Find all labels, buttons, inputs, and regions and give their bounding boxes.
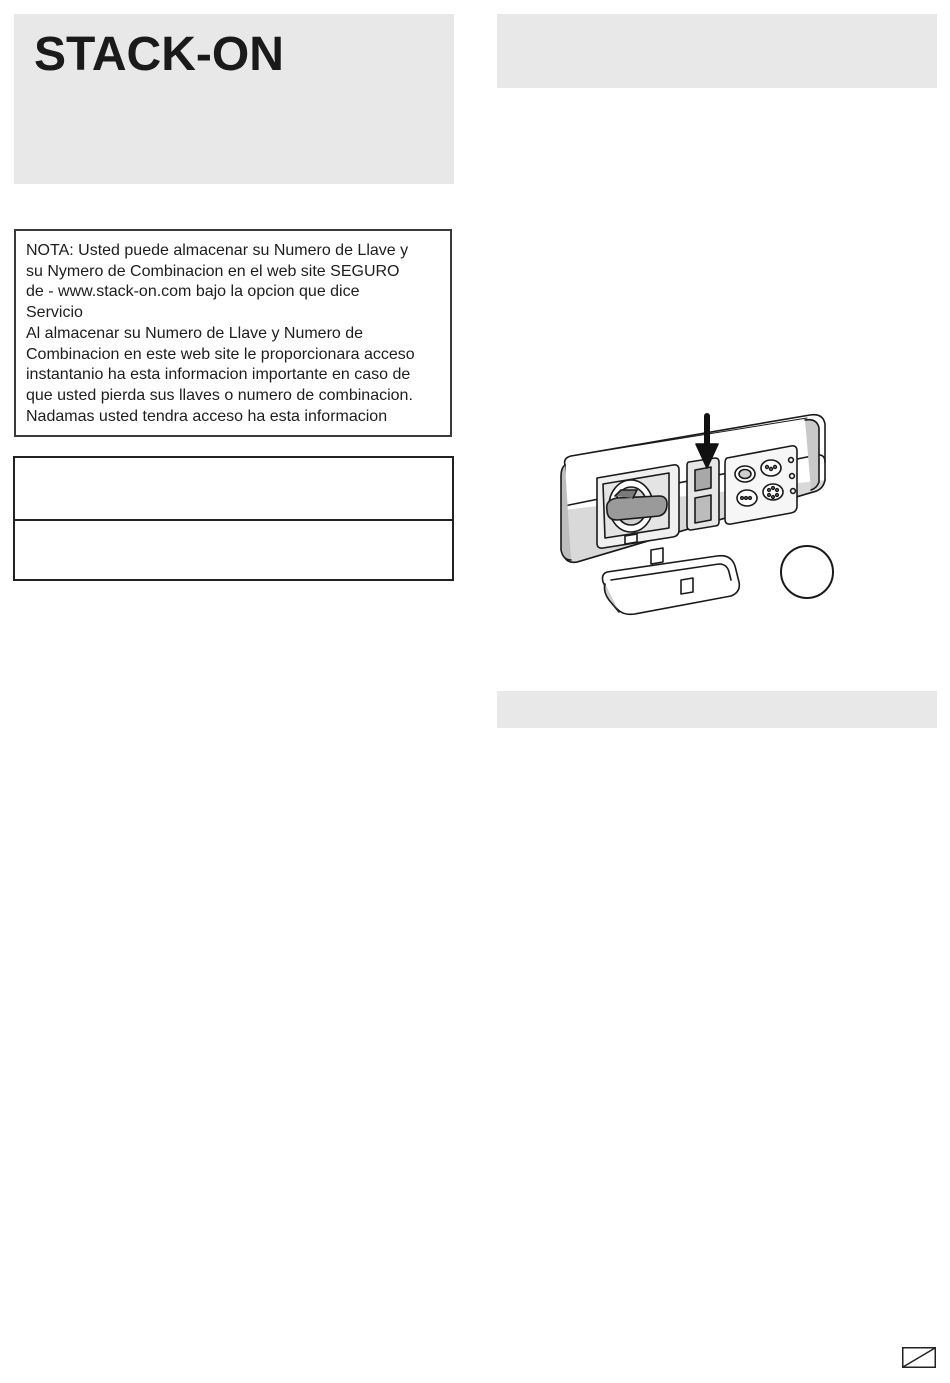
note-line: de - www.stack-on.com bajo la opcion que dice	[26, 283, 360, 301]
logo-wordmark: STACK-ON	[34, 28, 284, 74]
note-line: su Nymero de Combinacion en el web site SEGURO	[26, 262, 400, 280]
note-line: que usted pierda sus llaves o numero de combinacion.	[26, 386, 413, 404]
page-corner-mark	[902, 1347, 936, 1368]
note-line: NOTA: Usted puede almacenar su Numero de Llave y	[26, 242, 409, 259]
header-panel-left	[14, 14, 454, 184]
stack-on-logo	[34, 28, 288, 74]
note-line: instantanio ha esta informacion importante en caso de	[26, 366, 411, 384]
note-line: Nadamas usted tendra acceso ha esta informacion	[26, 407, 388, 425]
section-bar-right	[497, 691, 937, 728]
table-divider	[15, 519, 452, 521]
note-line: Combinacion en este web site le proporcionara acceso	[26, 345, 415, 363]
note-line: Servicio	[26, 304, 83, 322]
lock-panel-illustration	[555, 410, 845, 620]
note-line: Al almacenar su Numero de Llave y Numero de	[26, 324, 364, 342]
note-box	[14, 229, 452, 437]
header-panel-right	[497, 14, 937, 88]
empty-table-box	[13, 456, 454, 581]
